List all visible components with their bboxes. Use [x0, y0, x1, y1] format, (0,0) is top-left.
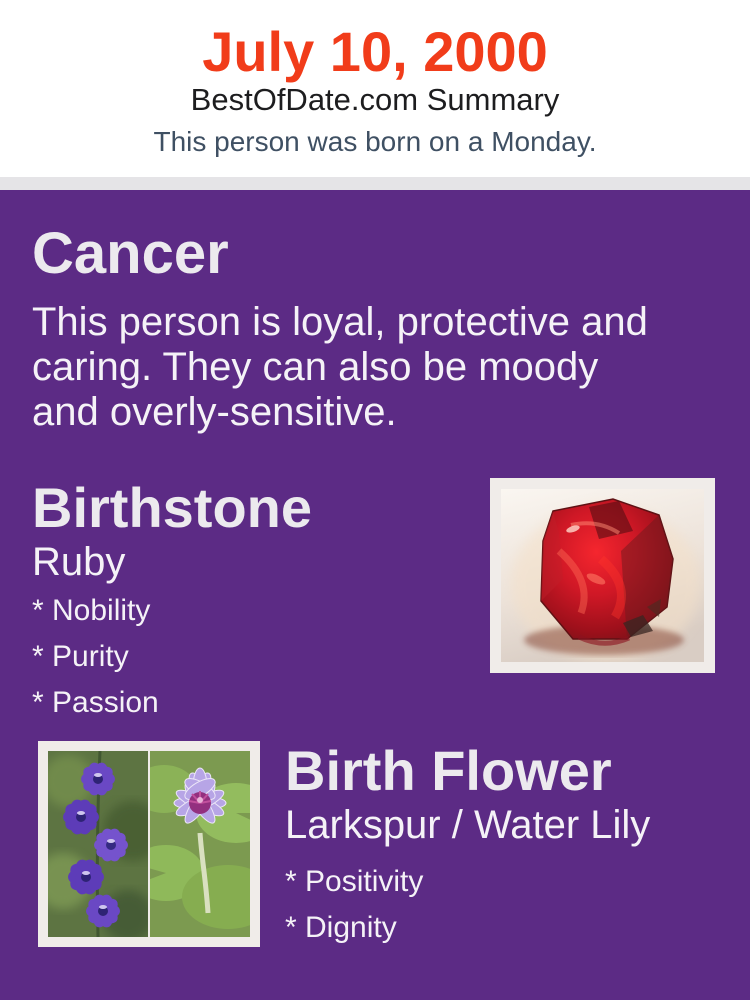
ruby-illustration [501, 489, 704, 662]
summary-panel [0, 190, 750, 1000]
birth-flower-section [285, 741, 650, 959]
birth-flower-trait: * Dignity [285, 911, 397, 944]
date-title: July 10, 2000 [202, 20, 548, 83]
larkspur-illustration [48, 751, 148, 937]
birth-flower-trait-list [285, 867, 650, 959]
birth-flower-title: Birth Flower [285, 739, 612, 802]
birthstone-section [32, 478, 312, 734]
birth-flower-image [38, 741, 260, 947]
birth-flower-name: Larkspur / Water Lily [285, 803, 651, 847]
birthstone-name: Ruby [32, 540, 126, 584]
site-summary: BestOfDate.com Summary [190, 82, 560, 117]
birth-flower-trait: * Positivity [285, 865, 424, 898]
weekday-note: This person was born on a Monday. [153, 126, 597, 157]
birthstone-trait-list [32, 596, 312, 734]
divider-bar [0, 177, 750, 190]
birthstone-trait: * Purity [32, 640, 129, 673]
zodiac-title: Cancer [32, 221, 229, 286]
birthstone-title: Birthstone [32, 476, 312, 539]
zodiac-description: This person is loyal, protective and caring. They can also be moody and overly-sensitive. [32, 300, 648, 434]
water-lily-illustration [150, 751, 250, 937]
birthstone-trait: * Nobility [32, 594, 151, 627]
ruby-image [490, 478, 715, 673]
birthstone-trait: * Passion [32, 686, 159, 719]
